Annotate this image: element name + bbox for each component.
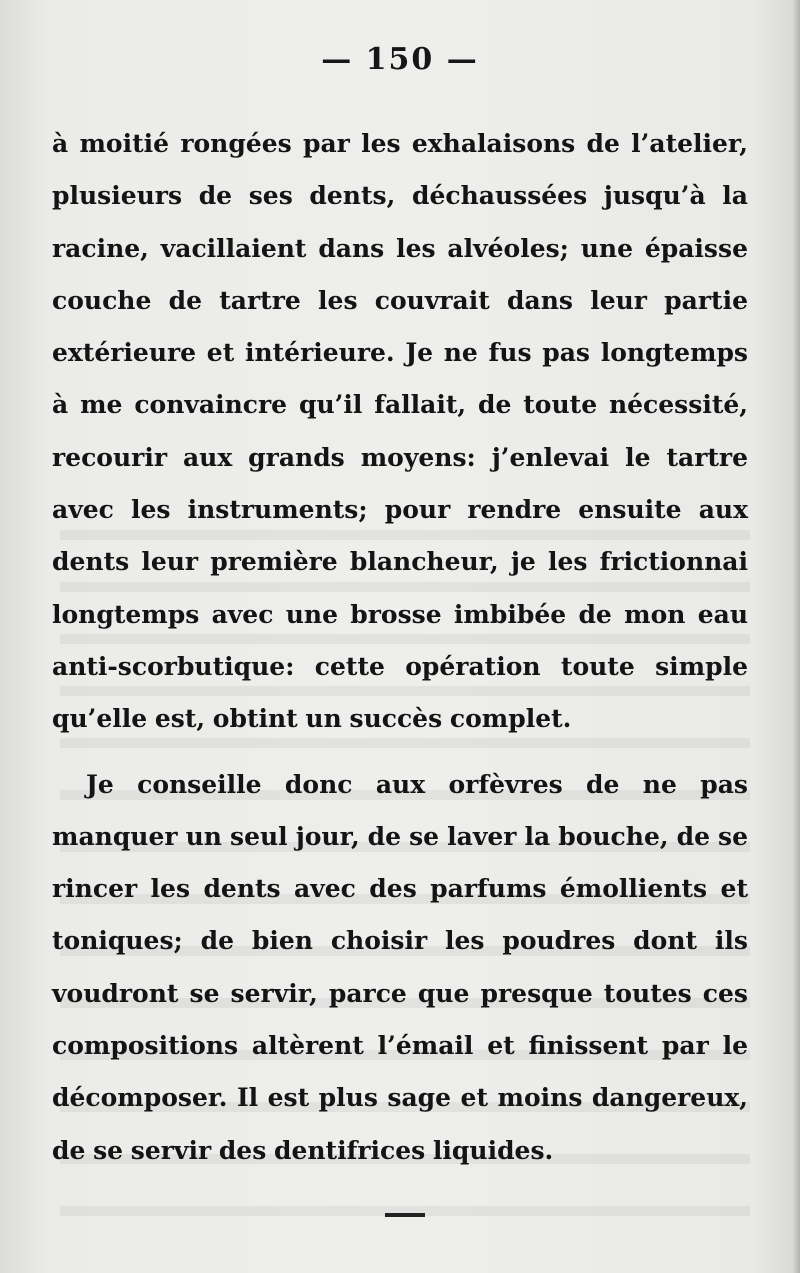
end-rule	[385, 1213, 425, 1217]
page-number: — 150 —	[321, 42, 479, 77]
paragraph-2: Je conseille donc aux orfèvres de ne pas manquer un seul jour, de se laver la bouche, de se rincer les dents avec des parfums émollients et toniques; de bien choisir les poudres dont ils voudront se servir, parce que presque toutes ces compositions altèrent l’émail et finissent par le décomposer. Il est plus sage et moins dangereux, de se servir des dentifrices liquides.	[52, 769, 748, 1165]
page-edge-shadow	[792, 0, 800, 1273]
paragraph-1: à moitié rongées par les exhalaisons de l’atelier, plusieurs de ses dents, déchaussées jusqu’à la racine, vacillaient dans les alvéoles; une épaisse couche de tartre les couvrait dans leur partie extérieure et intérieure. Je ne fus pas longtemps à me convaincre qu’il fallait, de toute nécessité, recourir aux grands moyens: j’enlevai le tartre avec les instruments; pour rendre ensuite aux dents leur première blancheur, je les frictionnai longtemps avec une brosse imbibée de mon eau anti-scorbutique: cette opération toute simple qu’elle est, obtint un succès complet.	[52, 129, 748, 734]
body-text	[52, 118, 748, 1177]
